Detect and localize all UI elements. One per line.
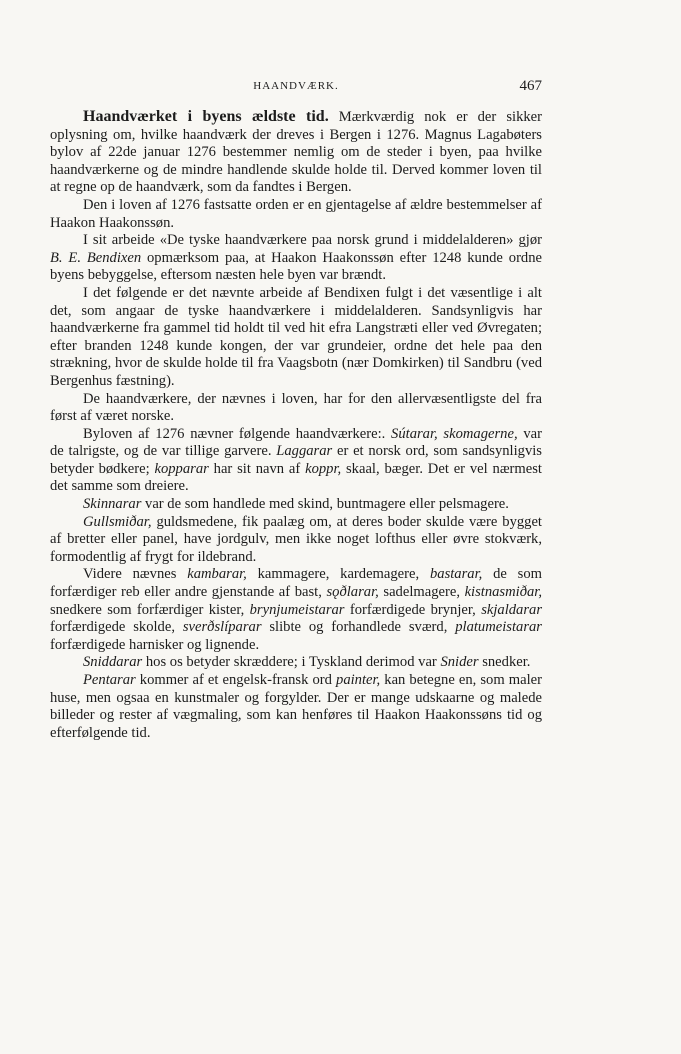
italic-term: skjaldarar	[481, 601, 542, 618]
text-run: slibte og forhandlede sværd,	[261, 619, 456, 636]
body-text	[50, 108, 542, 742]
text-run: forfærdigede skolde,	[50, 619, 183, 636]
text-run: Den i loven af 1276 fastsatte orden er en gjentagelse af ældre bestemmelser af Haakon Haakonssøn.	[50, 196, 542, 231]
italic-term: Sútarar, skomagerne,	[391, 425, 518, 442]
italic-term: brynjumeistarar	[249, 601, 345, 618]
italic-term: Pentarar	[83, 672, 136, 688]
text-run: snedker.	[478, 654, 531, 671]
text-run: kan betegne en, som maler huse, men ogsaa en kunstmaler og forgylder. Der er mange udskaarne og malede billeder og rester af vægmaling, som kan henføres til Haakon Haakonssøns tid og efterfølgende tid.	[50, 672, 542, 741]
italic-term: kambarar,	[187, 566, 247, 583]
italic-term: kopparar	[154, 460, 209, 477]
italic-term: platumeistarar	[455, 619, 542, 636]
italic-term: Sniddarar	[83, 654, 143, 671]
text-run: opmærksom paa, at Haakon Haakonssøn efter 1248 kunde ordne byens bebyggelse, eftersom næsten hele byen var brændt.	[50, 249, 542, 284]
paragraph	[50, 391, 542, 426]
text-run: forfærdigede harnisker og lignende.	[50, 636, 260, 653]
text-run: kommer af et engelsk-fransk ord	[135, 672, 337, 688]
text-run: I det følgende er det nævnte arbeide af Bendixen fulgt i det væsentlige i alt det, som angaar de tyske haandværkere i middelalderen. Sandsynligvis har haandværkerne fra gammel tid holdt til ved hit efra Langstræti eller ved Øvregaten; efter branden 1248 kunde kongen, der var grundeier, ordne det hele paa den strækning, hvor de skulde holde til fra Vaagsbotn (nær Domkirken) til Sandbru (ved Bergenhus fæstning).	[50, 284, 542, 389]
paragraph	[50, 197, 542, 232]
text-run: I sit arbeide «De tyske haandværkere paa norsk grund i middelalderen» gjør	[83, 232, 542, 249]
paragraph	[50, 426, 542, 496]
italic-term: bastarar,	[429, 566, 483, 583]
running-head: HAANDVÆRK.	[253, 80, 339, 92]
text-run: guldsmedene, fik paalæg om, at deres boder skulde være bygget af bretter eller panel, have jordgulv, men ikke noget lofthus eller øvre stokværk, formodentlig af frygt for ildebrand.	[50, 513, 542, 565]
text-run: skaal, bæger. Det er vel nærmest det samme som dreiere.	[50, 460, 542, 495]
text-run: kammagere, kardemagere,	[246, 566, 430, 583]
italic-term: painter,	[336, 672, 381, 688]
text-run: de som forfærdiger reb eller andre gjenstande af bast,	[50, 566, 542, 601]
book-page	[50, 74, 542, 742]
text-run: snedkere som forfærdiger kister,	[50, 601, 250, 618]
italic-term: sverðslíparar	[182, 619, 262, 636]
page-number: 467	[519, 78, 542, 94]
text-run: Byloven af 1276 nævner følgende haandværkere:.	[83, 425, 392, 442]
paragraph	[50, 108, 542, 197]
italic-term: B. E. Bendixen	[50, 249, 142, 266]
text-run: forfærdigede brynjer,	[344, 601, 482, 618]
text-run: er et norsk ord, som sandsynligvis betyder bødkere;	[50, 443, 542, 477]
italic-term: Gullsmiðar,	[83, 513, 152, 530]
paragraph	[50, 566, 542, 654]
italic-term: sǫðlarar,	[326, 584, 379, 601]
paragraph	[50, 654, 542, 672]
text-run: Mærkværdig nok er der sikker oplysning om, hvilke haandværk der dreves i Bergen i 1276. Magnus Lagabøters bylov af 22de januar 1276 bestemmer nemlig om de steder i byen, paa hvilke haandværkerne og de mindre handlende skulde holde til. Derved kommer loven til at regne op de haandværk, som da fandtes i Bergen.	[50, 109, 542, 196]
text-run: hos os betyder skræddere; i Tyskland derimod var	[142, 654, 441, 671]
text-run: var de talrigste, og de var tillige garvere.	[50, 425, 542, 460]
text-run: var de som handlede med skind, buntmagere eller pelsmagere.	[141, 496, 509, 513]
italic-term: Laggarar	[276, 443, 333, 460]
text-run: Videre nævnes	[83, 566, 188, 583]
italic-term: kistnasmiðar,	[464, 584, 542, 601]
text-run: sadelmagere,	[378, 584, 465, 601]
italic-term: Snider	[440, 654, 479, 671]
text-run: De haandværkere, der nævnes i loven, har for den allervæsentligste del fra først af været norske.	[50, 390, 542, 425]
paragraph	[50, 514, 542, 567]
italic-term: koppr,	[305, 460, 342, 477]
paragraph	[50, 672, 542, 742]
paragraph	[50, 285, 542, 391]
section-title: Haandværket i byens ældste tid.	[83, 108, 329, 125]
text-run: har sit navn af	[208, 460, 306, 477]
italic-term: Skinnarar	[83, 496, 142, 513]
paragraph	[50, 232, 542, 285]
paragraph	[50, 496, 542, 514]
page-header	[50, 74, 542, 96]
